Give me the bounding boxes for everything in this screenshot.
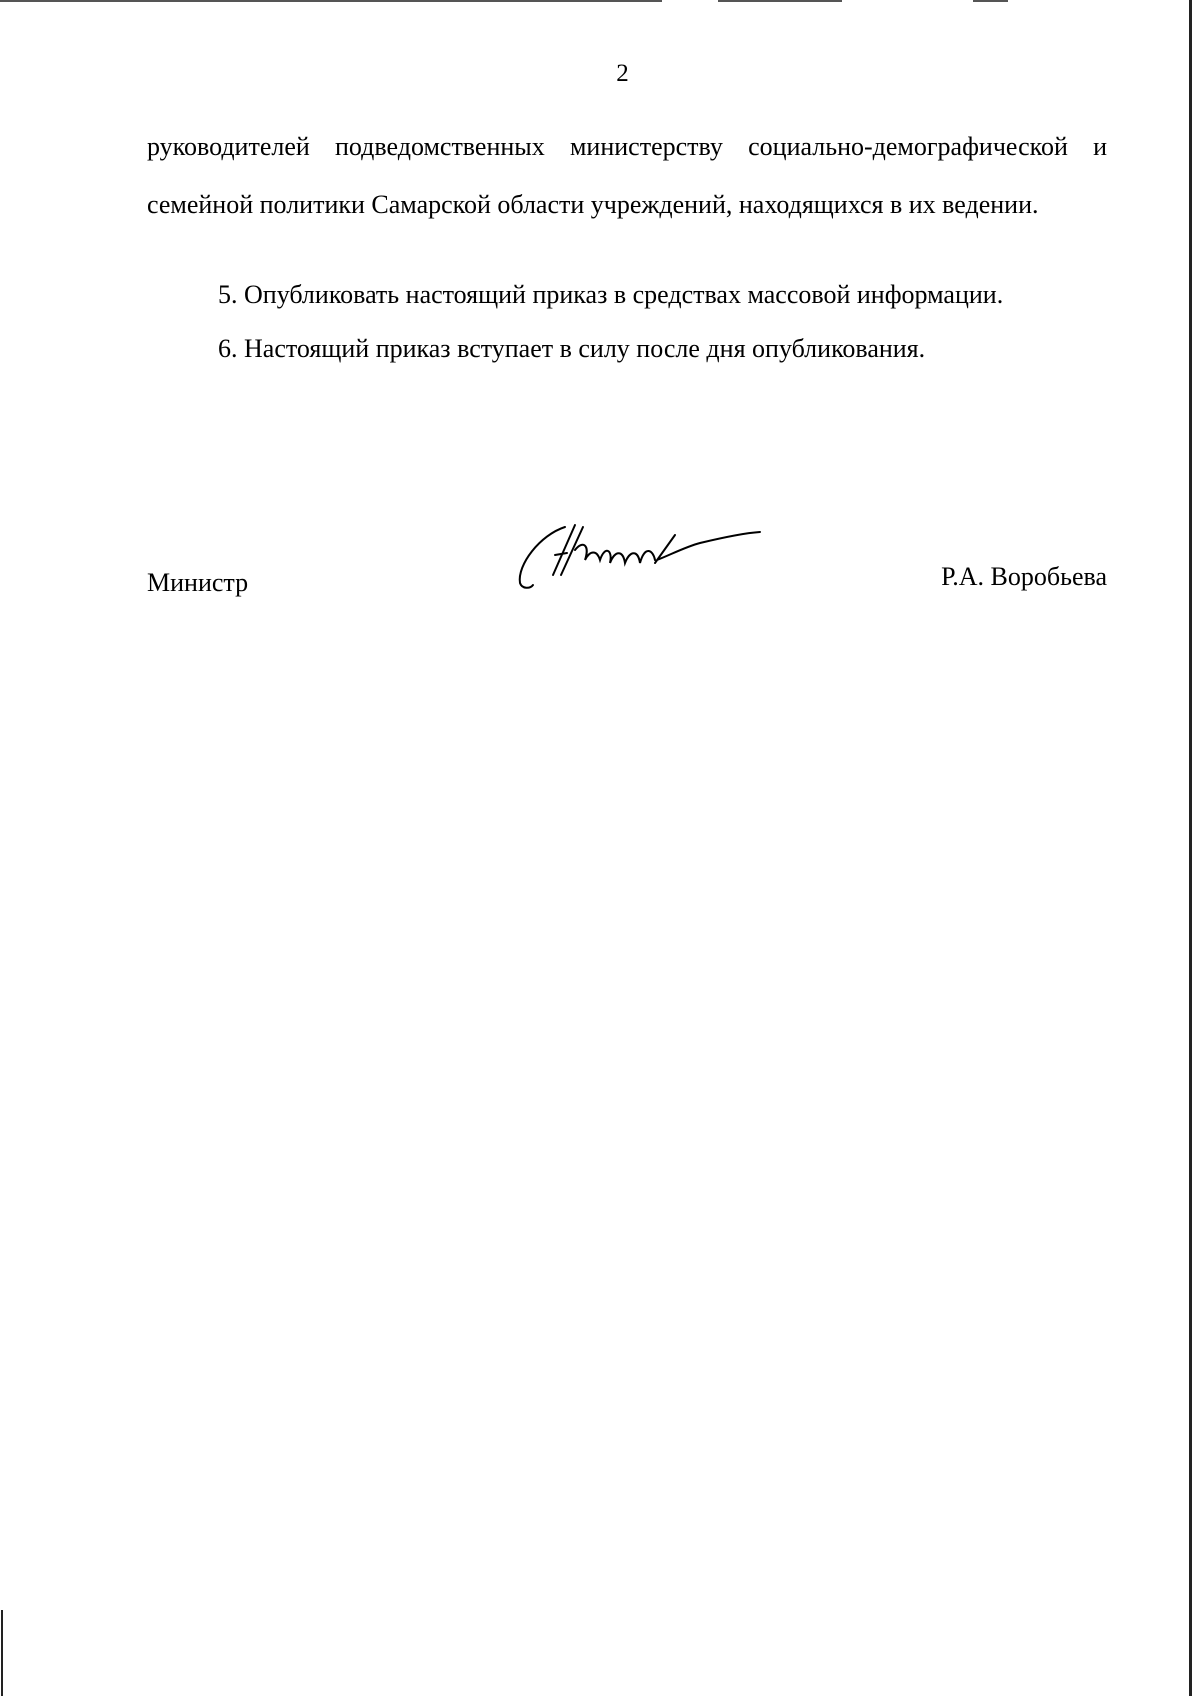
signatory-title: Министр [147, 568, 249, 597]
scan-edge-top-1 [0, 0, 662, 2]
item-6: 6. Настоящий приказ вступает в силу после дня опубликования. [218, 334, 926, 363]
scan-edge-top-3 [973, 0, 1008, 2]
page-number: 2 [616, 60, 629, 87]
scan-edge-right [1189, 0, 1192, 1696]
signatory-name: Р.А. Воробьева [941, 562, 1107, 591]
handwritten-signature [505, 515, 765, 595]
scan-edge-left [1, 1610, 3, 1696]
item-5: 5. Опубликовать настоящий приказ в средствах массовой информации. [218, 280, 1004, 309]
continued-paragraph: руководителей подведомственных министерству социально-демографической и семейной политики Самарской области учреждений, находящихся в их ведении. [147, 132, 1107, 219]
scan-edge-top-2 [718, 0, 842, 2]
